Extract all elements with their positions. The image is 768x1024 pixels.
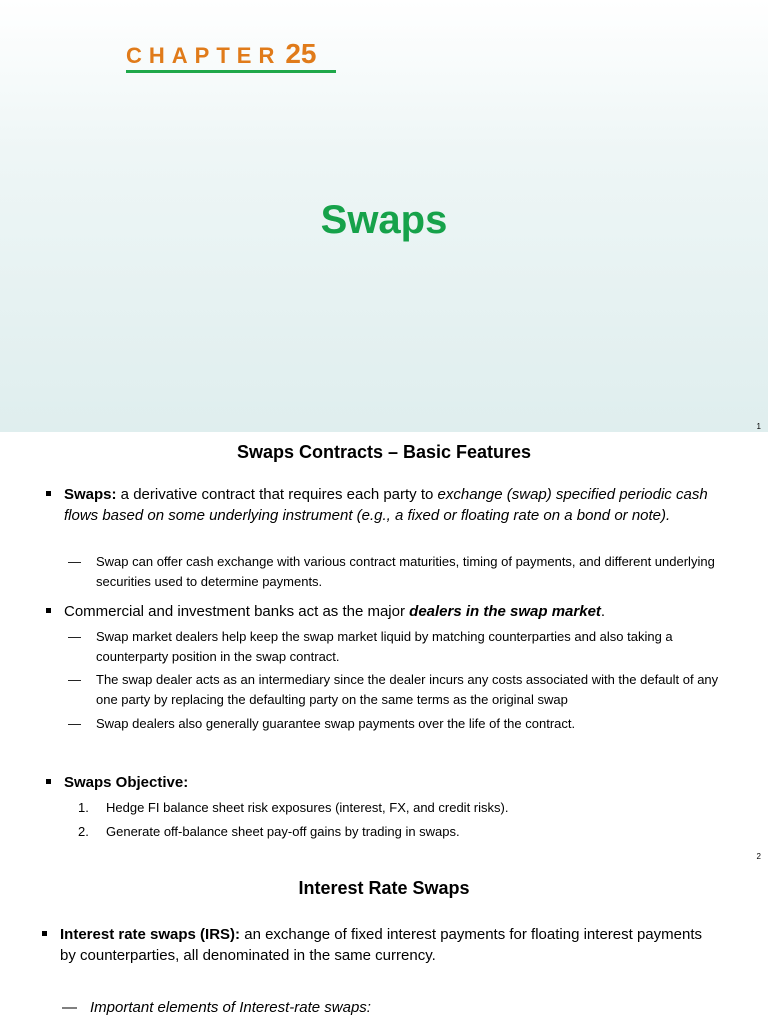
objective-item: 2. Generate off-balance sheet pay-off gains by trading in swaps. (78, 824, 460, 839)
bullet-dealers: Commercial and investment banks act as the major dealers in the swap market. (46, 601, 726, 622)
sub-bullet (68, 714, 732, 734)
basic-features-slide (0, 432, 768, 866)
objectives-heading: Swaps Objective: (64, 774, 189, 791)
dash-icon: — (68, 554, 81, 569)
slide-title: Interest Rate Swaps (298, 878, 470, 898)
term-irs: Interest rate swaps (IRS): (60, 926, 241, 943)
irs-definition-text: an exchange of fixed interest payments for floating interest payments by counterparties, all denominated in the same currency. (60, 926, 702, 964)
title-slide (0, 0, 768, 432)
square-bullet-icon (46, 491, 51, 496)
sub-bullet-text: Important elements of Interest-rate swaps: (90, 999, 371, 1016)
interest-rate-swaps-slide (0, 866, 768, 1024)
dash-icon: — (68, 672, 81, 687)
square-bullet-icon (46, 779, 51, 784)
dash-icon: — (62, 999, 77, 1016)
sub-bullet-text: Swap can offer cash exchange with various contract maturities, timing of payments, and different underlying securities used to determine payments. (96, 554, 715, 589)
dash-icon: — (68, 716, 81, 731)
sub-bullet (68, 627, 732, 666)
dash-icon: — (68, 629, 81, 644)
page-number: 1 (756, 422, 761, 431)
chapter-underline (126, 70, 336, 73)
square-bullet-icon (46, 608, 51, 613)
slide-title: Swaps Contracts – Basic Features (236, 442, 532, 462)
chapter-number: 25 (285, 38, 317, 69)
sub-bullet-text: Swap market dealers help keep the swap market liquid by matching counterparties and also taking a counterparty position in the swap contract. (96, 629, 673, 664)
page-number: 2 (756, 852, 761, 861)
sub-bullet (62, 998, 726, 1018)
dealers-text: Commercial and investment banks act as the major (64, 603, 410, 620)
bullet-irs-definition (42, 924, 702, 966)
sub-bullet-text: The swap dealer acts as an intermediary since the dealer incurs any costs associated with the default of any one party by replacing the defaulting party on the same terms as the original swap (96, 672, 719, 707)
dealers-emphasis: dealers in the swap market (409, 603, 601, 620)
chapter-heading (126, 38, 317, 70)
definition-text: a derivative contract that requires each party to (116, 486, 438, 503)
slide-title-swaps: Swaps (320, 198, 448, 242)
bullet-objectives (46, 772, 726, 793)
chapter-word: CHAPTER (126, 43, 282, 68)
definition-italic: exchange (swap) specified periodic cash flows based on some underlying instrument (e.g., a fixed or floating rate on a bond or note). (64, 486, 708, 524)
sub-bullet (68, 552, 732, 591)
term-swaps: Swaps: (64, 486, 117, 503)
square-bullet-icon (42, 931, 47, 936)
sub-bullet-text: Swap dealers also generally guarantee swap payments over the life of the contract. (96, 716, 576, 731)
sub-bullet (68, 670, 732, 709)
objective-item: 1. Hedge FI balance sheet risk exposures (interest, FX, and credit risks). (78, 800, 509, 815)
bullet-swaps-definition (46, 484, 726, 526)
